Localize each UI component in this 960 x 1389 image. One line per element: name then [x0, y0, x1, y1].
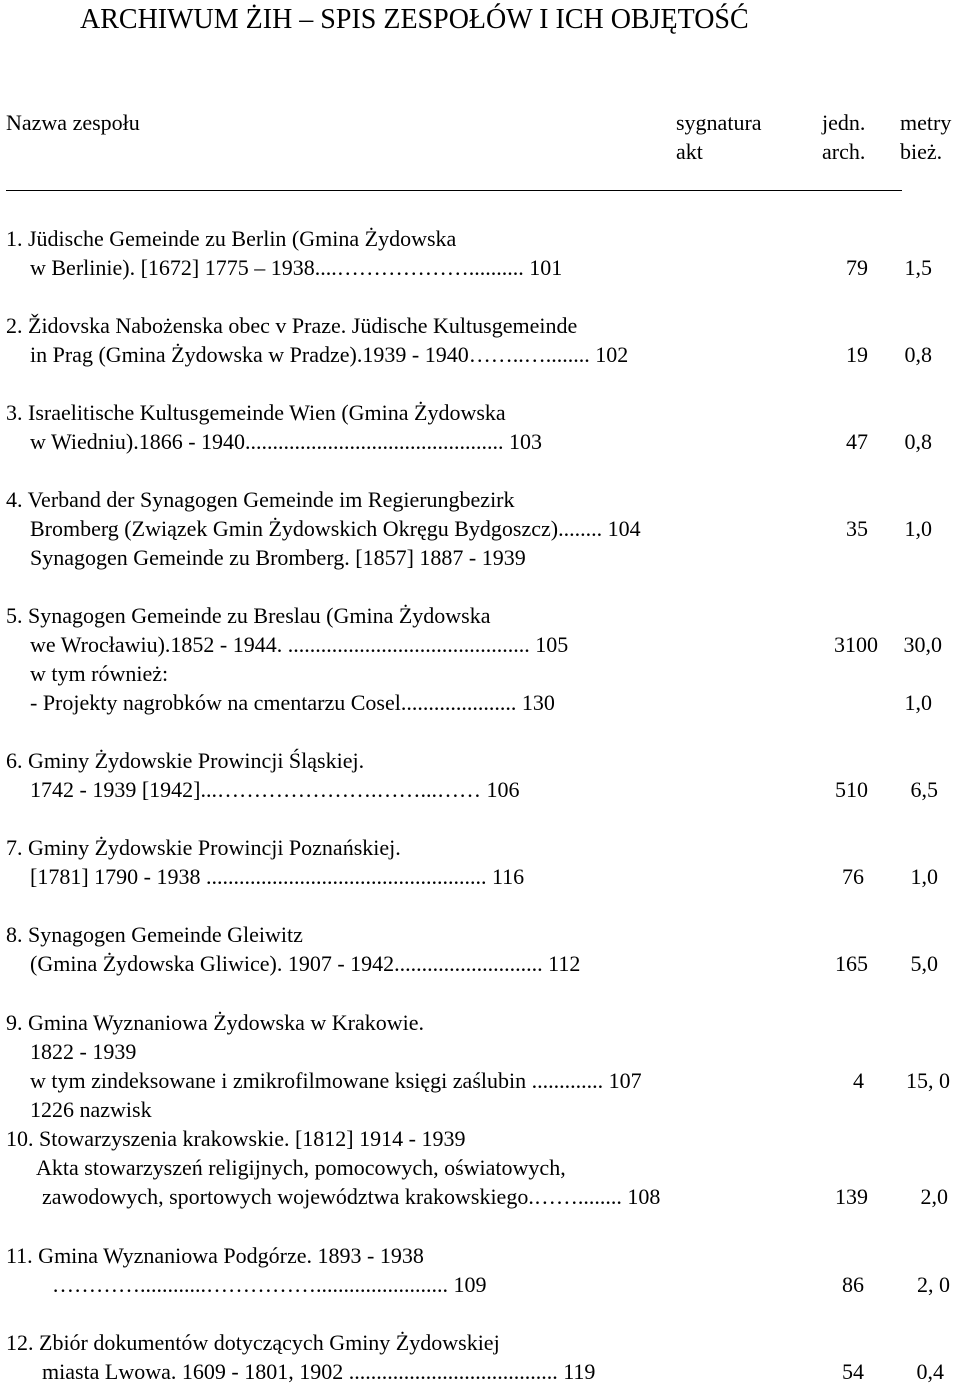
header-rule	[6, 190, 902, 191]
entry-meters: 30,0	[903, 632, 942, 657]
entry-units: 510	[835, 777, 868, 802]
entry-line: 1226 nazwisk	[30, 1097, 152, 1122]
entry-units: 47	[846, 429, 868, 454]
entry-units: 35	[846, 516, 868, 541]
entry-units: 3100	[834, 632, 878, 657]
entry-line: 8. Synagogen Gemeinde Gleiwitz	[6, 922, 303, 947]
page-title: ARCHIWUM ŻIH – SPIS ZESPOŁÓW I ICH OBJĘTOŚĆ	[80, 4, 749, 35]
entry-line: Akta stowarzyszeń religijnych, pomocowych, oświatowych,	[36, 1155, 566, 1180]
entry-line: 3. Israelitische Kultusgemeinde Wien (Gmina Żydowska	[6, 400, 506, 425]
entry-meters: 2,0	[920, 1184, 948, 1209]
entry-units: 19	[846, 342, 868, 367]
entry-sub-meters: 1,0	[904, 690, 932, 715]
entry-line: (Gmina Żydowska Gliwice). 1907 - 1942........................... 112	[30, 951, 581, 976]
entry-meters: 2, 0	[917, 1272, 950, 1297]
entry-line: in Prag (Gmina Żydowska w Pradze).1939 - 1940……..…........ 102	[30, 342, 629, 367]
entry-units: 139	[835, 1184, 868, 1209]
entry-units: 86	[842, 1272, 864, 1297]
entry-line: 10. Stowarzyszenia krakowskie. [1812] 1914 - 1939	[6, 1126, 466, 1151]
col-header-units-2: arch.	[822, 139, 866, 164]
entry-line: 12. Zbiór dokumentów dotyczących Gminy Żydowskiej	[6, 1330, 500, 1355]
entry-line: w Wiedniu).1866 - 1940............................................... 103	[30, 429, 543, 454]
entry-line: w tym zindeksowane i zmikrofilmowane księgi zaślubin ............. 107	[30, 1068, 642, 1093]
entry-line: 9. Gmina Wyznaniowa Żydowska w Krakowie.	[6, 1010, 424, 1035]
entry-meters: 1,0	[910, 864, 938, 889]
entry-line: 11. Gmina Wyznaniowa Podgórze. 1893 - 1938	[6, 1243, 424, 1268]
entry-line: 2. Židovska Nabożenska obec v Praze. Jüdische Kultusgemeinde	[6, 313, 578, 338]
entry-line: 7. Gminy Żydowskie Prowincji Poznańskiej.	[6, 835, 401, 860]
entry-units: 54	[842, 1359, 864, 1384]
entry-line: - Projekty nagrobków na cmentarzu Cosel..................... 130	[30, 690, 555, 715]
entry-meters: 0,8	[904, 342, 932, 367]
entry-units: 79	[846, 255, 868, 280]
entry-line: 5. Synagogen Gemeinde zu Breslau (Gmina Żydowska	[6, 603, 491, 628]
entry-units: 76	[842, 864, 864, 889]
col-header-signature-1: sygnatura	[676, 110, 762, 135]
entry-units: 4	[853, 1068, 864, 1093]
entry-line: 1822 - 1939	[30, 1039, 137, 1064]
entry-meters: 6,5	[910, 777, 938, 802]
entry-line: w tym również:	[30, 661, 169, 686]
entry-meters: 5,0	[910, 951, 938, 976]
entry-line: …………............……………........................ 109	[52, 1272, 487, 1297]
entry-line: we Wrocławiu).1852 - 1944. ............................................ 105	[30, 632, 569, 657]
entry-line: w Berlinie). [1672] 1775 – 1938....……………….......... 101	[30, 255, 563, 280]
entry-line: [1781] 1790 - 1938 ................................................... 116	[30, 864, 525, 889]
entry-line: 6. Gminy Żydowskie Prowincji Śląskiej.	[6, 748, 365, 773]
entry-line: miasta Lwowa. 1609 - 1801, 1902 ...................................... 119	[42, 1359, 596, 1384]
col-header-units-1: jedn.	[822, 110, 866, 135]
col-header-name: Nazwa zespołu	[6, 110, 140, 135]
entry-meters: 15, 0	[906, 1068, 950, 1093]
entry-line: zawodowych, sportowych województwa krakowskiego.……........ 108	[42, 1184, 661, 1209]
entry-meters: 0,4	[916, 1359, 944, 1384]
entry-line: Synagogen Gemeinde zu Bromberg. [1857] 1887 - 1939	[30, 545, 526, 570]
col-header-meters-2: bież.	[900, 139, 943, 164]
col-header-meters-1: metry	[900, 110, 952, 135]
entry-line: 1742 - 1939 [1942]...………………….……...…… 106	[30, 777, 520, 802]
entry-line: 4. Verband der Synagogen Gemeinde im Regierungbezirk	[6, 487, 515, 512]
entry-meters: 1,0	[904, 516, 932, 541]
entry-line: Bromberg (Związek Gmin Żydowskich Okręgu Bydgoszcz)........ 104	[30, 516, 641, 541]
entry-units: 165	[835, 951, 868, 976]
col-header-signature-2: akt	[676, 139, 703, 164]
entry-meters: 0,8	[904, 429, 932, 454]
entry-meters: 1,5	[904, 255, 932, 280]
entry-line: 1. Jüdische Gemeinde zu Berlin (Gmina Żydowska	[6, 226, 457, 251]
